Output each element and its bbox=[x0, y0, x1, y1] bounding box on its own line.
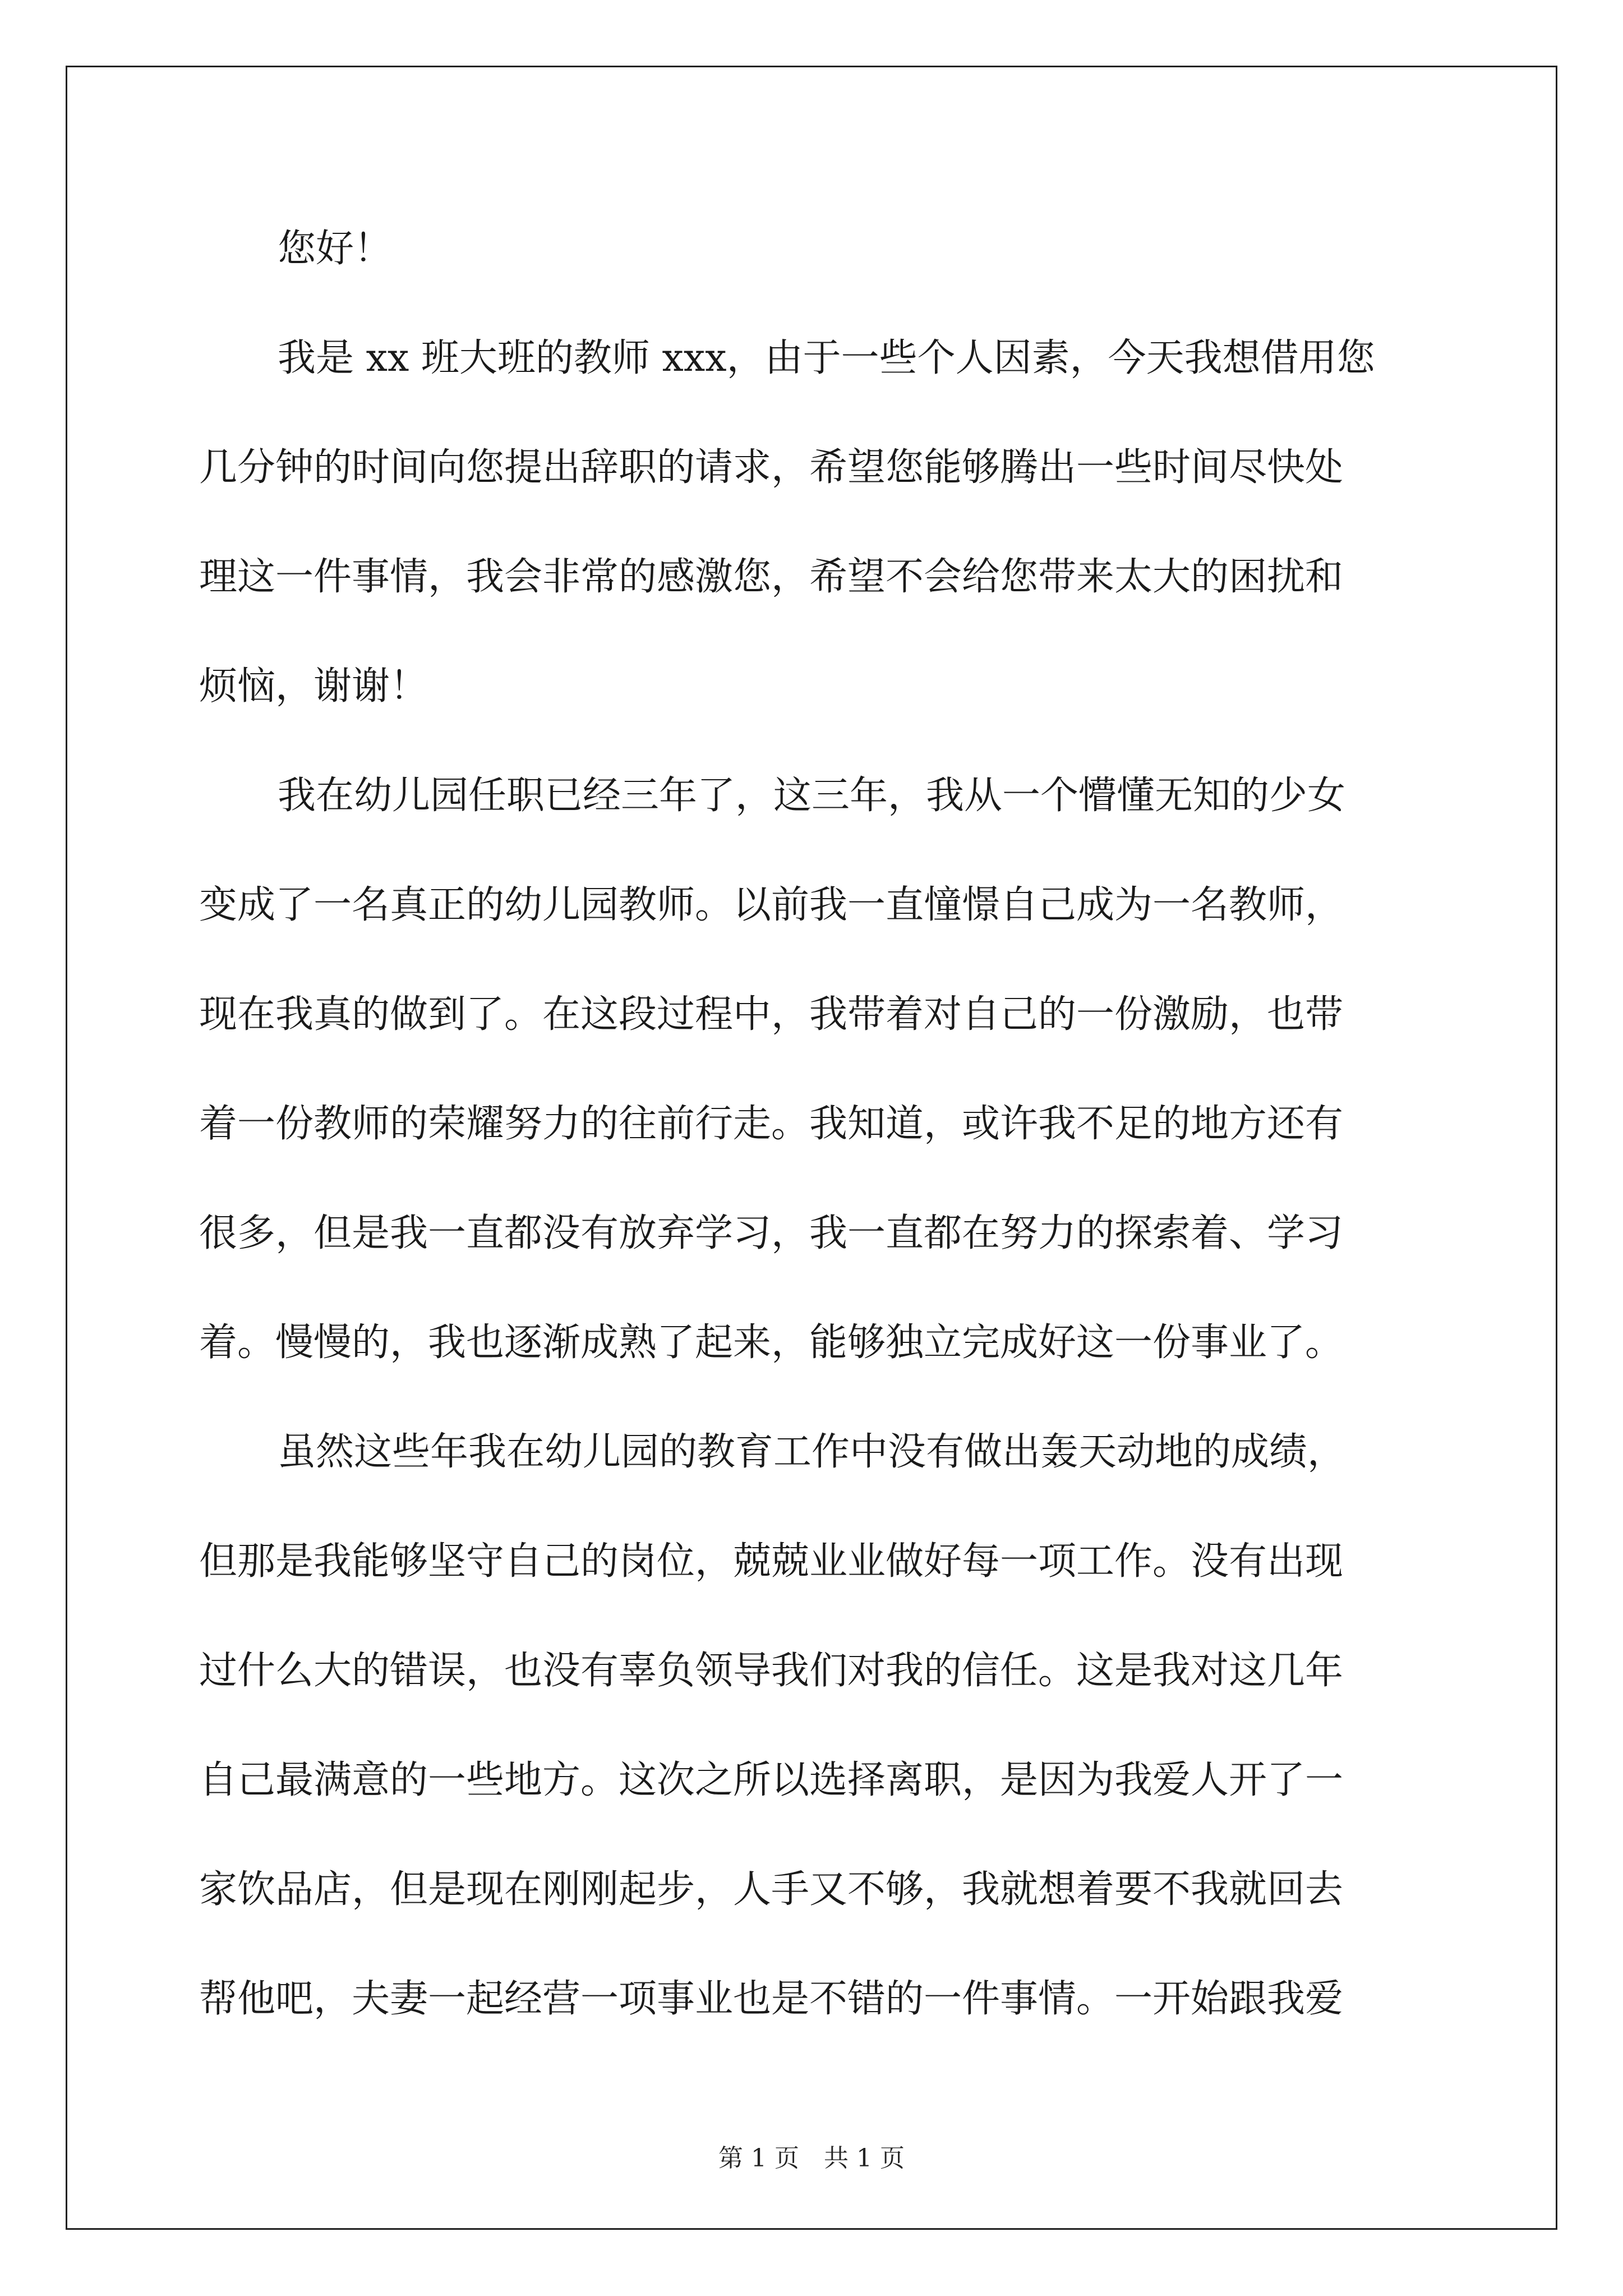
text-line: 家饮品店，但是现在刚刚起步，人手又不够，我就想着要不我就回去 bbox=[199, 1867, 1344, 1912]
text-line: 自己最满意的一些地方。这次之所以选择离职，是因为我爱人开了一 bbox=[199, 1758, 1344, 1802]
text-line: 过什么大的错误，也没有辜负领导我们对我的信任。这是我对这几年 bbox=[199, 1649, 1344, 1693]
text-line: 帮他吧，夫妻一起经营一项事业也是不错的一件事情。一开始跟我爱 bbox=[199, 1977, 1344, 2021]
text-line: 几分钟的时间向您提出辞职的请求，希望您能够腾出一些时间尽快处 bbox=[199, 445, 1344, 490]
text-line: 很多，但是我一直都没有放弃学习，我一直都在努力的探索着、学习 bbox=[199, 1211, 1344, 1255]
text-line: 我是 xx 班大班的教师 xxx，由于一些个人因素，今天我想借用您 bbox=[278, 336, 1375, 380]
text-line: 虽然这些年我在幼儿园的教育工作中没有做出轰天动地的成绩， bbox=[278, 1430, 1346, 1474]
page-number-label: 第 1 页 共 1 页 bbox=[718, 2144, 905, 2173]
text-line: 理这一件事情，我会非常的感激您，希望不会给您带来太大的困扰和 bbox=[199, 555, 1344, 599]
text-line: 变成了一名真正的幼儿园教师。以前我一直憧憬自己成为一名教师， bbox=[199, 883, 1344, 927]
page-footer bbox=[0, 2142, 1623, 2175]
text-line: 但那是我能够坚守自己的岗位，兢兢业业做好每一项工作。没有出现 bbox=[199, 1539, 1344, 1584]
text-line: 我在幼儿园任职已经三年了，这三年，我从一个懵懂无知的少女 bbox=[278, 774, 1346, 818]
text-line: 着一份教师的荣耀努力的往前行走。我知道，或许我不足的地方还有 bbox=[199, 1102, 1344, 1146]
document-body bbox=[199, 210, 1424, 2070]
text-line: 烦恼，谢谢！ bbox=[199, 664, 428, 708]
text-line: 现在我真的做到了。在这段过程中，我带着对自己的一份激励，也带 bbox=[199, 992, 1344, 1037]
text-line: 您好！ bbox=[278, 227, 393, 271]
text-line: 着。慢慢的，我也逐渐成熟了起来，能够独立完成好这一份事业了。 bbox=[199, 1320, 1344, 1365]
